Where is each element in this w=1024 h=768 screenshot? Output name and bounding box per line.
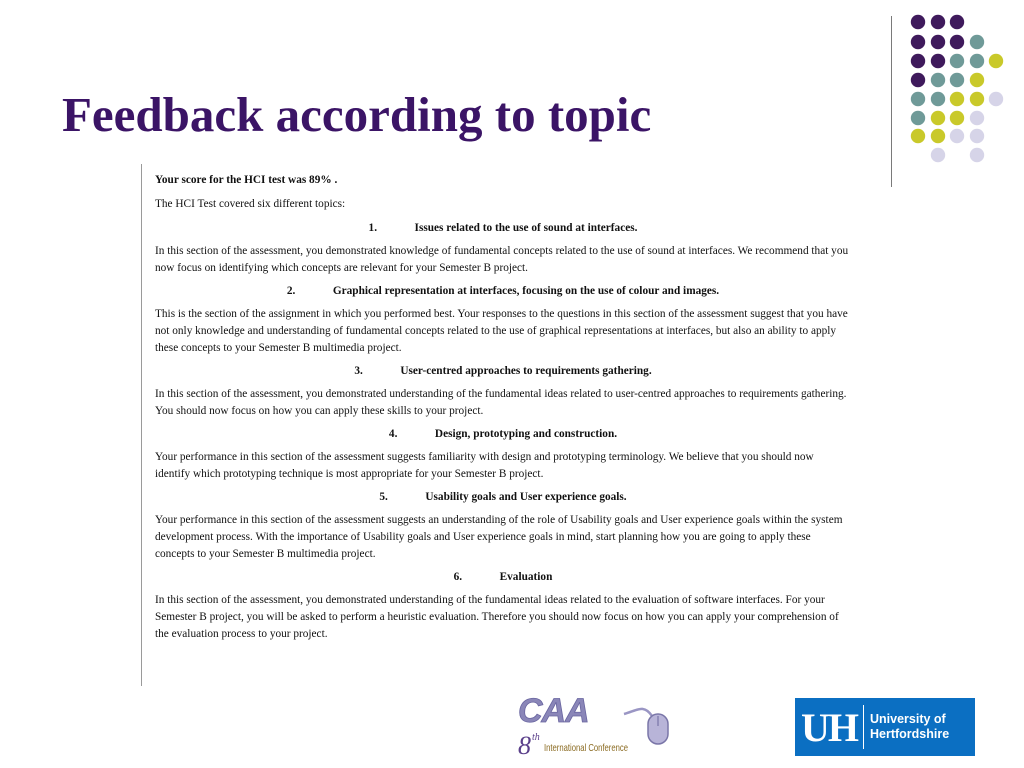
topic-number: 4.: [388, 428, 398, 440]
uh-line2: Hertfordshire: [870, 727, 950, 741]
topic-body: In this section of the assessment, you demonstrated knowledge of fundamental concepts related to the use of sound at interfaces. We recommend that you now focus on identifying which concepts are relevant for your Semester B project.: [155, 245, 849, 274]
topic-number: 2.: [286, 285, 296, 297]
decorative-dot: [989, 92, 1003, 106]
topic-section: [155, 283, 851, 357]
decorative-dot: [931, 129, 945, 143]
decorative-vertical-line: [891, 16, 892, 187]
decorative-dot: [970, 129, 984, 143]
topic-body: Your performance in this section of the assessment suggests familiarity with design and prototyping terminology. We believe that you should now identify which prototyping technique is most appropriate for your Semester B project.: [155, 451, 814, 480]
university-logo: [795, 698, 975, 756]
decorative-dot: [931, 35, 945, 49]
decorative-dot: [950, 73, 964, 87]
topic-section: [155, 363, 851, 420]
topic-title: Usability goals and User experience goals.: [425, 491, 627, 503]
decorative-dot: [970, 35, 984, 49]
topic-number: 3.: [354, 365, 363, 377]
decorative-dot: [931, 92, 945, 106]
decorative-dot: [950, 35, 964, 49]
decorative-dot: [911, 54, 925, 68]
caa-edition-number: 8: [518, 731, 531, 760]
decorative-dot: [911, 73, 925, 87]
mouse-cable-icon: [624, 709, 652, 716]
decorative-dot: [911, 15, 925, 29]
decorative-dot: [950, 129, 964, 143]
topic-heading: [155, 569, 851, 586]
topic-heading: [155, 283, 851, 300]
topic-body: This is the section of the assignment in which you performed best. Your responses to the questions in this section of the assessment suggest that you have not only knowledge and understanding of fundamental concepts related to the use of graphical representations at interfaces, but also an ability to apply these concepts to your Semester B multimedia project.: [155, 308, 848, 354]
decorative-dot: [950, 15, 964, 29]
decorative-dot: [950, 92, 964, 106]
caa-conference-logo: [512, 690, 677, 762]
topic-title: Issues related to the use of sound at interfaces.: [414, 222, 638, 234]
decorative-dot: [970, 73, 984, 87]
decorative-dot: [970, 111, 984, 125]
intro-line: The HCI Test covered six different topics:: [155, 198, 346, 210]
topic-number: 5.: [379, 491, 388, 503]
decorative-dot: [970, 92, 984, 106]
uh-separator: [863, 705, 864, 749]
decorative-dot: [931, 54, 945, 68]
caa-subtitle: International Conference: [544, 742, 629, 754]
topic-body: Your performance in this section of the assessment suggests an understanding of the role of Usability goals and User experience goals within the system development process. With the importance of Usability goals and User experience goals in mind, start planning how you are going to apply these concepts to your Semester B multimedia project.: [155, 514, 843, 560]
feedback-document: [141, 164, 862, 686]
topic-title: Evaluation: [499, 571, 553, 583]
topic-heading: [155, 363, 851, 380]
topic-title: Design, prototyping and construction.: [434, 428, 618, 440]
topic-number: 6.: [453, 571, 463, 583]
decorative-dot: [931, 148, 945, 162]
decorative-dot: [931, 15, 945, 29]
uh-line1: University of: [870, 712, 946, 726]
caa-edition-suffix: th: [532, 732, 540, 743]
decorative-dot: [931, 73, 945, 87]
decorative-dot: [970, 148, 984, 162]
decorative-dot: [989, 54, 1003, 68]
decorative-dot: [950, 54, 964, 68]
topic-title: User-centred approaches to requirements gathering.: [400, 365, 652, 377]
decorative-dot: [950, 111, 964, 125]
topic-heading: [155, 426, 851, 443]
topic-section: [155, 220, 851, 277]
decorative-dot: [911, 129, 925, 143]
decorative-dot: [970, 54, 984, 68]
topic-title: Graphical representation at interfaces, focusing on the use of colour and images.: [332, 285, 720, 297]
topic-number: 1.: [368, 222, 378, 234]
topic-section: [155, 569, 851, 643]
decorative-dot: [931, 111, 945, 125]
decorative-dot: [911, 35, 925, 49]
decorative-dot: [911, 111, 925, 125]
decorative-dot: [911, 92, 925, 106]
caa-wordmark: CAA: [518, 692, 589, 730]
topic-body: In this section of the assessment, you demonstrated understanding of the fundamental ideas related to the evaluation of software interfaces. For your Semester B project, you will be asked to perform a heuristic evaluation. Therefore you should now focus on how you can apply your comprehension of the evaluation process to your project.: [155, 594, 839, 640]
score-line: Your score for the HCI test was 89% .: [155, 174, 338, 186]
topic-body: In this section of the assessment, you demonstrated understanding of the fundamental ideas related to user-centred approaches to requirements gathering. You should now focus on how you can apply these skills to your project.: [155, 388, 847, 417]
topic-heading: [155, 220, 851, 237]
topic-section: [155, 426, 851, 483]
topic-heading: [155, 489, 851, 506]
topic-section: [155, 489, 851, 563]
uh-mark: UH: [801, 704, 857, 750]
uh-wordmark: [870, 712, 949, 742]
slide-title: Feedback according to topic: [62, 87, 652, 142]
